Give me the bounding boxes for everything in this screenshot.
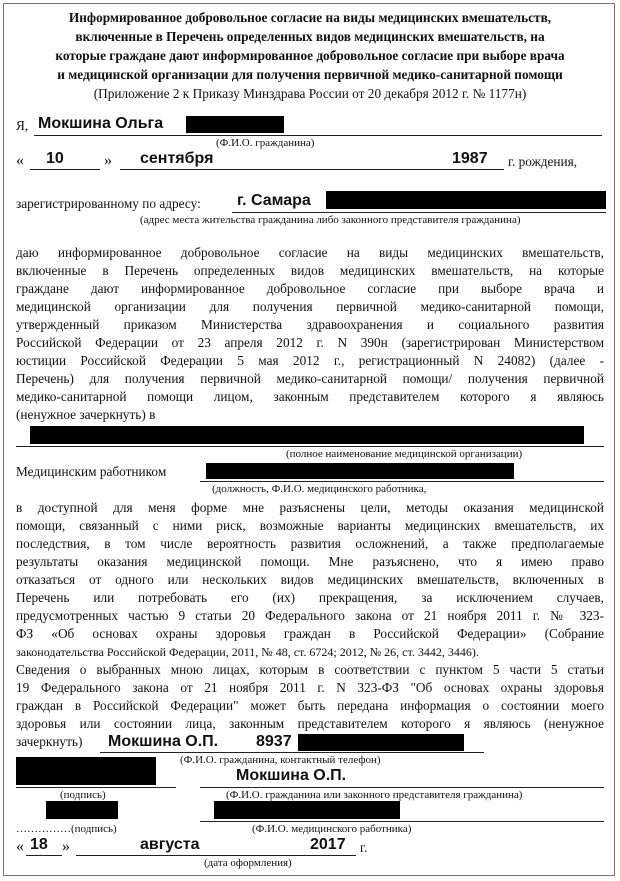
date-year: 2017 (310, 836, 346, 853)
body2-line-7: предусмотренных частью 9 статьи 20 Федерального закона от 21 ноября 2011 г. № 323- (16, 608, 604, 623)
redacted-organization-block (30, 426, 584, 444)
contact-phone-prefix: 8937 (256, 733, 292, 750)
birth-open-quote: « (16, 152, 24, 169)
body1-line-9: медико-санитарной помощи лицом, законным представителем которого я являюсь (16, 389, 604, 404)
body1-line-2: включенные в Перечень определенных видов медицинских вмешательств, на которые (16, 263, 604, 278)
birth-day: 10 (46, 150, 64, 167)
redacted-worker-block (206, 463, 514, 479)
date-month-year-underline (76, 855, 356, 856)
body2-line-1: в доступной для меня форме мне разъяснены цели, методы оказания медицинской (16, 500, 604, 515)
worker-signature-redacted (46, 801, 118, 819)
body2-line-9: законодательства Российской Федерации, 2011, № 48, ст. 6724; 2012, № 26, ст. 3442, 3446). (16, 645, 479, 659)
address-city: г. Самара (237, 192, 311, 209)
date-caption: (дата оформления) (204, 857, 292, 869)
name-caption: (Ф.И.О. гражданина) (216, 137, 315, 149)
redacted-surname-block (186, 116, 284, 133)
date-suffix: г. (360, 840, 368, 855)
worker-label: Медицинским работником (16, 464, 167, 479)
body1-line-4: медицинской организации для получения первичной медико-санитарной помощи, (16, 299, 604, 314)
worker-signature-caption: ……………(подпись) (16, 823, 117, 835)
worker-caption: (должность, Ф.И.О. медицинского работника, (212, 483, 427, 495)
title-line-1: Информированное добровольное согласие на виды медицинских вмешательств, (68, 10, 552, 25)
date-day-underline (26, 855, 62, 856)
representative-name: Мокшина О.П. (236, 767, 347, 784)
body2-line-2: помощи, связанный с ними риск, возможные варианты медицинских вмешательств, их (16, 518, 604, 533)
birth-month: сентября (140, 150, 214, 167)
address-caption: (адрес места жительства гражданина либо законного представителя гражданина) (140, 214, 521, 226)
worker-name-underline (200, 821, 604, 822)
body3-line-2: 19 Федерального закона от 21 ноября 2011 г. N 323-ФЗ "Об основах охраны здоровья (16, 680, 604, 695)
name-prefix: Я, (16, 118, 29, 133)
title-line-3: которые граждане дают информированное добровольное согласие при выборе врача (55, 48, 565, 63)
birth-suffix: г. рождения, (508, 154, 578, 169)
worker-name-redacted (214, 801, 400, 819)
title-subtitle: (Приложение 2 к Приказу Минздрава России от 20 декабря 2012 г. № 1177н) (93, 86, 527, 101)
body2-line-3: последствия, в том числе вероятность развития осложнений, а также предполагаемые (16, 536, 604, 551)
body1-line-5: утвержденный приказом Министерства здравоохранения и социального развития (16, 317, 604, 332)
patient-name: Мокшина Ольга (38, 115, 164, 132)
contact-name: Мокшина О.П. (108, 733, 219, 750)
date-day: 18 (30, 836, 48, 853)
body3-line-4: здоровья или состоянии лица, законным представителем которого я являюсь (ненужное (16, 716, 604, 731)
birth-day-underline (30, 169, 100, 170)
body2-line-6: Перечень или потребовать его (их) прекращения, за исключением случаев, (16, 590, 604, 605)
birth-year: 1987 (452, 150, 488, 167)
redacted-address-block (326, 191, 606, 209)
body2-line-5: отказаться от одного или нескольких видов медицинских вмешательств, включенных в (16, 572, 604, 587)
organization-caption: (полное наименование медицинской организации) (286, 448, 523, 460)
birth-close-quote: » (104, 152, 112, 169)
body2-line-8: ФЗ «Об основах охраны здоровья граждан в Российской Федерации» (Собрание (16, 626, 604, 641)
body1-line-6: Российской Федерации от 23 апреля 2012 г. N 390н (зарегистрирован Министерством (16, 335, 604, 350)
title-line-4: и медицинской организации для получения первичной медико-санитарной помощи (57, 67, 563, 82)
worker-underline (200, 481, 604, 482)
body3-line-3: граждан в Российской Федерации" может быть передана информация о состоянии моего (16, 698, 604, 713)
contact-underline (100, 752, 484, 753)
representative-underline (200, 787, 604, 788)
representative-caption: (Ф.И.О. гражданина или законного представителя гражданина) (226, 789, 523, 801)
worker-name-caption: (Ф.И.О. медицинского работника) (252, 823, 412, 835)
address-underline (232, 212, 606, 213)
body2-line-4: результаты оказания медицинской помощи. Мне разъяснено, что я имею право (16, 554, 604, 569)
body1-line-3: граждане дают информированное добровольное согласие при выборе врача и (16, 281, 604, 296)
name-underline (34, 135, 602, 136)
body1-line-7: юстиции Российской Федерации 5 мая 2012 г., регистрационный N 24082) (далее - (16, 353, 604, 368)
body3-line-1: Сведения о выбранных мною лицах, которым в соответствии с пунктом 5 части 5 статьи (16, 662, 604, 677)
body3-line-5: зачеркнуть) (16, 734, 83, 749)
body1-line-1: даю информированное добровольное согласие на виды медицинских вмешательств, (16, 245, 604, 260)
body1-line-10: (ненужное зачеркнуть) в (16, 407, 156, 422)
organization-underline (16, 446, 604, 447)
birth-month-underline (120, 169, 504, 170)
signature-image-redacted (16, 757, 156, 785)
title-line-2: включенные в Перечень определенных видов медицинских вмешательств, на (75, 29, 545, 44)
date-open-quote: « (16, 838, 24, 855)
signature-underline (16, 787, 176, 788)
signature-caption: (подпись) (60, 789, 106, 801)
date-close-quote: » (62, 838, 70, 855)
redacted-phone-block (298, 734, 464, 751)
contact-caption: (Ф.И.О. гражданина, контактный телефон) (180, 754, 381, 766)
date-month: августа (140, 836, 200, 853)
address-label: зарегистрированному по адресу: (16, 196, 201, 211)
body1-line-8: Перечень) для получения первичной медико-санитарной помощи/ получения первичной (16, 371, 604, 386)
